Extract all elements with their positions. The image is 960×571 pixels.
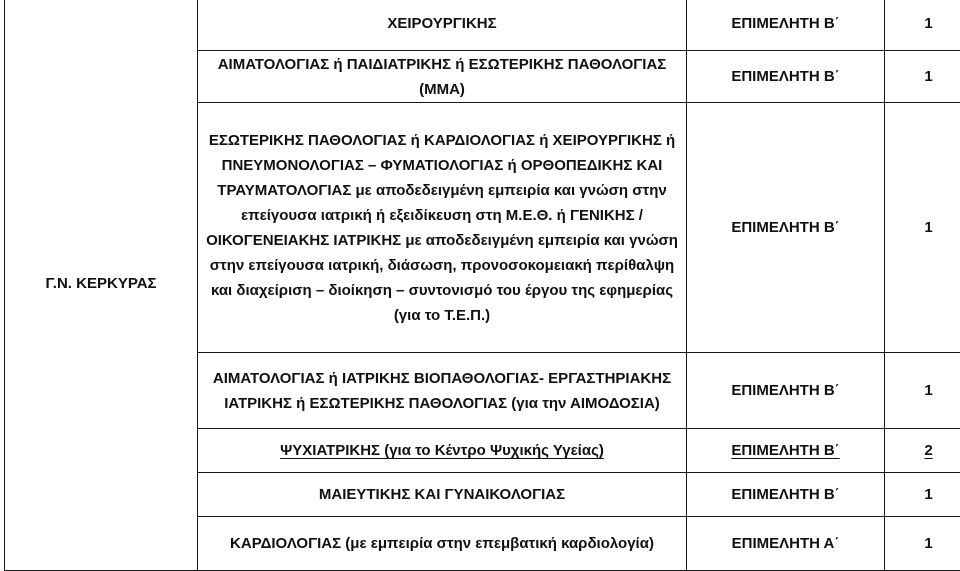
hospital-name: Γ.Ν. ΚΕΡΚΥΡΑΣ	[5, 0, 198, 571]
specialty-cell: ΑΙΜΑΤΟΛΟΓΙΑΣ ή ΙΑΤΡΙΚΗΣ ΒΙΟΠΑΘΟΛΟΓΙΑΣ- ΕΡΓΑΣΤΗΡΙΑΚΗΣ ΙΑΤΡΙΚΗΣ ή ΕΣΩΤΕΡΙΚΗΣ ΠΑΘΟΛΟΓΙΑΣ (για την ΑΙΜΟΔΟΣΙΑ)	[198, 353, 687, 429]
rank-cell: ΕΠΙΜΕΛΗΤΗ Β΄	[687, 0, 885, 51]
count-text: 2	[924, 442, 932, 459]
rank-cell: ΕΠΙΜΕΛΗΤΗ Α΄	[687, 517, 885, 571]
rank-cell: ΕΠΙΜΕΛΗΤΗ Β΄	[687, 473, 885, 517]
count-cell: 1	[885, 353, 960, 429]
count-cell: 1	[885, 473, 960, 517]
specialty-cell: ΧΕΙΡΟΥΡΓΙΚΗΣ	[198, 0, 687, 51]
count-cell: 1	[885, 51, 960, 103]
count-cell: 1	[885, 103, 960, 353]
specialty-cell	[198, 429, 687, 473]
count-cell	[885, 429, 960, 473]
rank-cell: ΕΠΙΜΕΛΗΤΗ Β΄	[687, 353, 885, 429]
rank-cell	[687, 429, 885, 473]
specialty-cell: ΕΣΩΤΕΡΙΚΗΣ ΠΑΘΟΛΟΓΙΑΣ ή ΚΑΡΔΙΟΛΟΓΙΑΣ ή ΧΕΙΡΟΥΡΓΙΚΗΣ ή ΠΝΕΥΜΟΝΟΛΟΓΙΑΣ – ΦΥΜΑΤΙΟΛΟΓΙΑΣ ή ΟΡΘΟΠΕΔΙΚΗΣ ΚΑΙ ΤΡΑΥΜΑΤΟΛΟΓΙΑΣ με αποδεδειγμένη εμπειρία και γνώση στην επείγουσα ιατρική ή εξειδίκευση στη Μ.Ε.Θ. ή ΓΕΝΙΚΗΣ / ΟΙΚΟΓΕΝΕΙΑΚΗΣ ΙΑΤΡΙΚΗΣ με αποδεδειγμένη εμπειρία και γνώση στην επείγουσα ιατρική, διάσωση, προνοσοκομειακή περίθαλψη και διαχείριση – διοίκηση – συντονισμό του έργου της εφημερίας (για το Τ.Ε.Π.)	[198, 103, 687, 353]
rank-cell: ΕΠΙΜΕΛΗΤΗ Β΄	[687, 103, 885, 353]
positions-table	[4, 0, 960, 571]
rank-cell: ΕΠΙΜΕΛΗΤΗ Β΄	[687, 51, 885, 103]
specialty-cell: ΑΙΜΑΤΟΛΟΓΙΑΣ ή ΠΑΙΔΙΑΤΡΙΚΗΣ ή ΕΣΩΤΕΡΙΚΗΣ ΠΑΘΟΛΟΓΙΑΣ (ΜΜΑ)	[198, 51, 687, 103]
specialty-cell: ΜΑΙΕΥΤΙΚΗΣ ΚΑΙ ΓΥΝΑΙΚΟΛΟΓΙΑΣ	[198, 473, 687, 517]
table-row	[5, 0, 960, 51]
rank-text: ΕΠΙΜΕΛΗΤΗ Β΄	[731, 442, 839, 459]
count-cell: 1	[885, 517, 960, 571]
specialty-cell: ΚΑΡΔΙΟΛΟΓΙΑΣ (με εμπειρία στην επεμβατική καρδιολογία)	[198, 517, 687, 571]
specialty-text: ΨΥΧΙΑΤΡΙΚΗΣ (για το Κέντρο Ψυχικής Υγείας)	[280, 442, 604, 459]
count-cell: 1	[885, 0, 960, 51]
